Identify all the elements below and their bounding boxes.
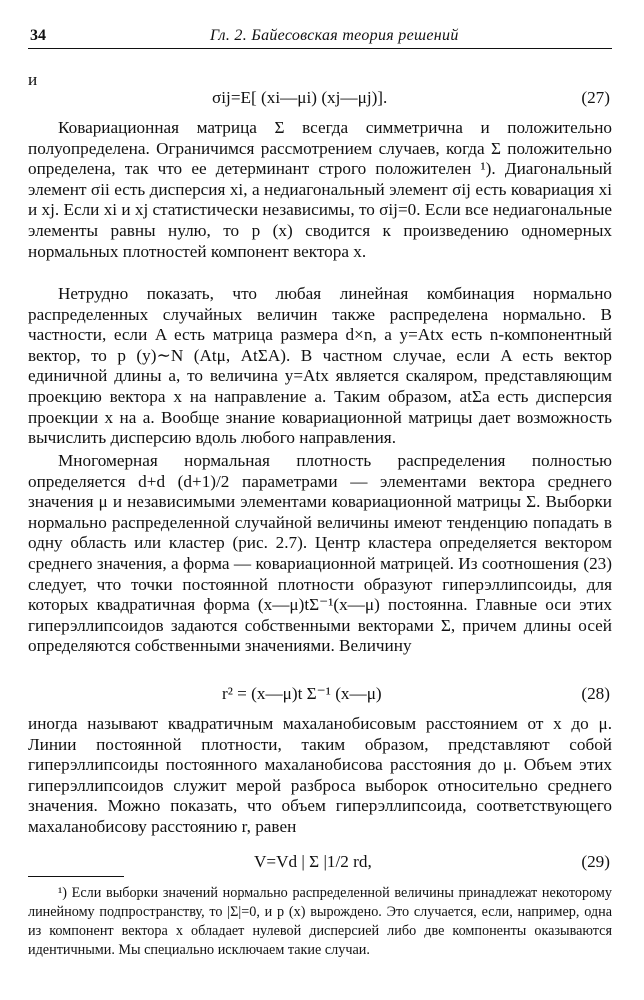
equation-28-number: (28) [581,684,610,703]
paragraph-2: Нетрудно показать, что любая линейная комбинация нормально распределенных случайных величин также распределена нормально. В частности, если A есть матрица размера d×n, а y=Atx есть n-компонентный вектор, то p (y)∼N (Atμ, AtΣA). В частном случае, если A есть вектор единичной длины a, то величина y=Atx является скаляром, представляющим проекцию вектора x на направление a. Таким образом, atΣa есть дисперсия проекции x на a. Вообще знание ковариационной матрицы дает возможность вычислить дисперсию вдоль любого направления. [28,284,612,448]
paragraph-1: Ковариационная матрица Σ всегда симметрична и положительно полуопределена. Ограничимся рассмотрением случаев, когда Σ положительно определена, так что ее детерминант строго положителен ¹). Диагональный элемент σii есть дисперсия xi, а недиагональный элемент σij есть ковариация xi и xj. Если xi и xj статистически независимы, то σij=0. Если все недиагональные элементы равны нулю, то p (x) сводится к произведению одномерных нормальных плотностей компонент вектора x. [28,118,612,261]
equation-29 [28,848,612,876]
paragraph-3: Многомерная нормальная плотность распределения полностью определяется d+d (d+1)/2 параметрами — элементами вектора среднего значения μ и независимыми элементами ковариационной матрицы Σ. Выборки нормально распределенной случайной величины имеют тенденцию попадать в одну область или кластер (рис. 2.7). Центр кластера определяется вектором среднего значения, а форма — ковариационной матрицей. Из соотношения (23) следует, что точки постоянной плотности образуют гиперэллипсоиды, для которых квадратичная форма (x—μ)tΣ⁻¹(x—μ) постоянна. Главные оси этих гиперэллипсоидов задаются собственными векторами Σ, причем длины осей определяются собственными значениями. Величину [28,451,612,656]
paragraph-covariance [28,118,612,262]
running-title: Гл. 2. Байесовская теория решений [210,27,459,44]
paragraph-mahalanobis [28,714,612,838]
equation-27-expression: σij=E[ (xi—μi) (xj—μj)]. [212,88,388,107]
equation-29-number: (29) [581,852,610,871]
footnote: ¹) Если выборки значений нормально распределенной величины принадлежат некоторому линейному подпространству, то |Σ|=0, и p (x) вырождено. Это случается, если, например, одна из компонент вектора x обладает нулевой дисперсией либо две компоненты оказываются идентичными. Мы специально исключаем такие случаи. [28,885,612,958]
equation-27 [28,84,612,112]
intro-word: и [28,70,38,89]
equation-27-number: (27) [581,88,610,107]
page-number: 34 [30,27,46,44]
paragraph-linear-combination [28,284,612,449]
paragraph-multivariate [28,451,612,657]
equation-28-expression: r² = (x—μ)t Σ⁻¹ (x—μ) [222,684,382,703]
equation-28 [28,680,612,708]
page-header [28,26,612,49]
footnote-divider [28,876,124,877]
equation-29-expression: V=Vd | Σ |1/2 rd, [254,852,372,871]
paragraph-4: иногда называют квадратичным махаланобисовым расстоянием от x до μ. Линии постоянной плотности, таким образом, представляют собой гиперэллипсоиды постоянного махаланобисова расстояния до μ. Объем этих гиперэллипсоидов служит мерой разброса выборок относительно среднего значения. Можно показать, что объем гиперэллипсоида, соответствующего махаланобисову расстоянию r, равен [28,714,612,836]
